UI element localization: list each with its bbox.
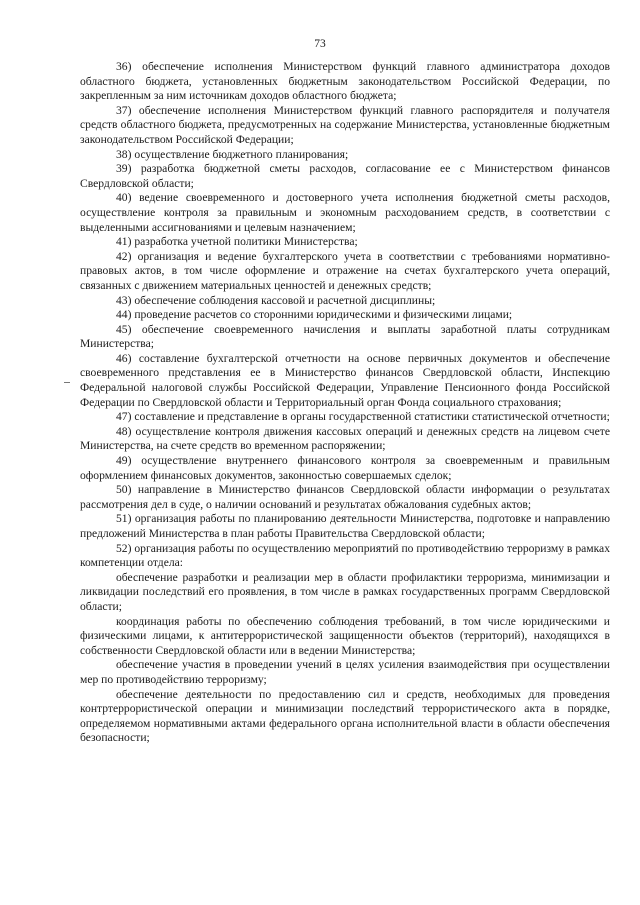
paragraph-47: 47) составление и представление в органы государственной статистики статистической отчетности; (116, 410, 610, 424)
paragraph-40: 40) ведение своевременного и достоверного учета исполнения бюджетной сметы расходов, осуществление контроля за правильным и экономным расходованием средств, в соответствии с выделенными ассигнованиями и целевым назначением; (80, 191, 610, 234)
paragraph-39: 39) разработка бюджетной сметы расходов, согласование ее с Министерством финансов Свердловской области; (80, 162, 610, 190)
paragraph-43: 43) обеспечение соблюдения кассовой и расчетной дисциплины; (116, 293, 436, 307)
paragraph-44: 44) проведение расчетов со сторонними юридическими и физическими лицами; (116, 308, 513, 322)
paragraph-46: 46) составление бухгалтерской отчетности на основе первичных документов и обеспечение своевременного представления ее в Министерство финансов Свердловской области, Инспекцию Федеральной налоговой службы Российской Федерации, Управление Пенсионного фонда Российской Федерации по Свердловской области и Территориальный орган Фонда социального страхования; (80, 351, 610, 409)
paragraph-42: 42) организация и ведение бухгалтерского учета в соответствии с требованиями нормативно-правовых актов, в том числе оформление и отражение на счетах бухгалтерского учета операций, связанных с движением материальных ценностей и денежных средств; (80, 249, 610, 292)
paragraph-52-item-3: обеспечение участия в проведении учений в целях усиления взаимодействия при осуществлении мер по противодействию терроризму; (80, 658, 610, 686)
paragraph-45: 45) обеспечение своевременного начисления и выплаты заработной платы сотрудникам Министерства; (80, 322, 610, 351)
paragraph-52-item-2: координация работы по обеспечению соблюдения требований, в том числе юридическими и физическими лицами, к антитеррористической защищенности объектов (территорий), находящихся в собственности Свердловской области или в ведении Министерства; (80, 614, 610, 657)
paragraph-50: 50) направление в Министерство финансов Свердловской области информации о результатах рассмотрения дел в суде, о наличии оснований и результатах обжалования судебных актов; (80, 483, 610, 511)
paragraph-52-item-1: обеспечение разработки и реализации мер в области профилактики терроризма, минимизации и ликвидации последствий его проявления, в том числе в рамках государственных программ Свердловской области; (80, 570, 610, 613)
paragraph-52: 52) организация работы по осуществлению мероприятий по противодействию терроризму в рамках компетенции отдела: (80, 541, 610, 570)
paragraph-38: 38) осуществление бюджетного планирования; (116, 147, 349, 161)
paragraph-37: 37) обеспечение исполнения Министерством функций главного распорядителя и получателя средств областного бюджета, предусмотренных на содержание Министерства, установленные бюджетным законодательством Российской Федерации; (80, 103, 610, 146)
document-body (80, 60, 610, 746)
paragraph-51: 51) организация работы по планированию деятельности Министерства, подготовке и направлению предложений Министерства в план работы Правительства Свердловской области; (80, 512, 610, 540)
paragraph-49: 49) осуществление внутреннего финансового контроля за своевременным и правильным оформлением финансовых документов, законностью совершаемых сделок; (80, 454, 610, 482)
paragraph-48: 48) осуществление контроля движения кассовых операций и денежных средств на лицевом счете Министерства, на счете средств во временном распоряжении; (80, 424, 610, 453)
paragraph-41: 41) разработка учетной политики Министерства; (116, 235, 358, 249)
page-number: 73 (314, 38, 326, 50)
paragraph-52-item-4: обеспечение деятельности по предоставлению сил и средств, необходимых для проведения контртеррористической операции и минимизации последствий террористического акта в порядке, определяемом нормативными актами федерального органа исполнительной власти в области обеспечения безопасности; (80, 687, 610, 745)
margin-mark (64, 382, 70, 383)
paragraph-36: 36) обеспечение исполнения Министерством функций главного администратора доходов областного бюджета, установленных бюджетным законодательством Российской Федерации, по закрепленным за ним источникам доходов областного бюджета; (80, 60, 610, 103)
